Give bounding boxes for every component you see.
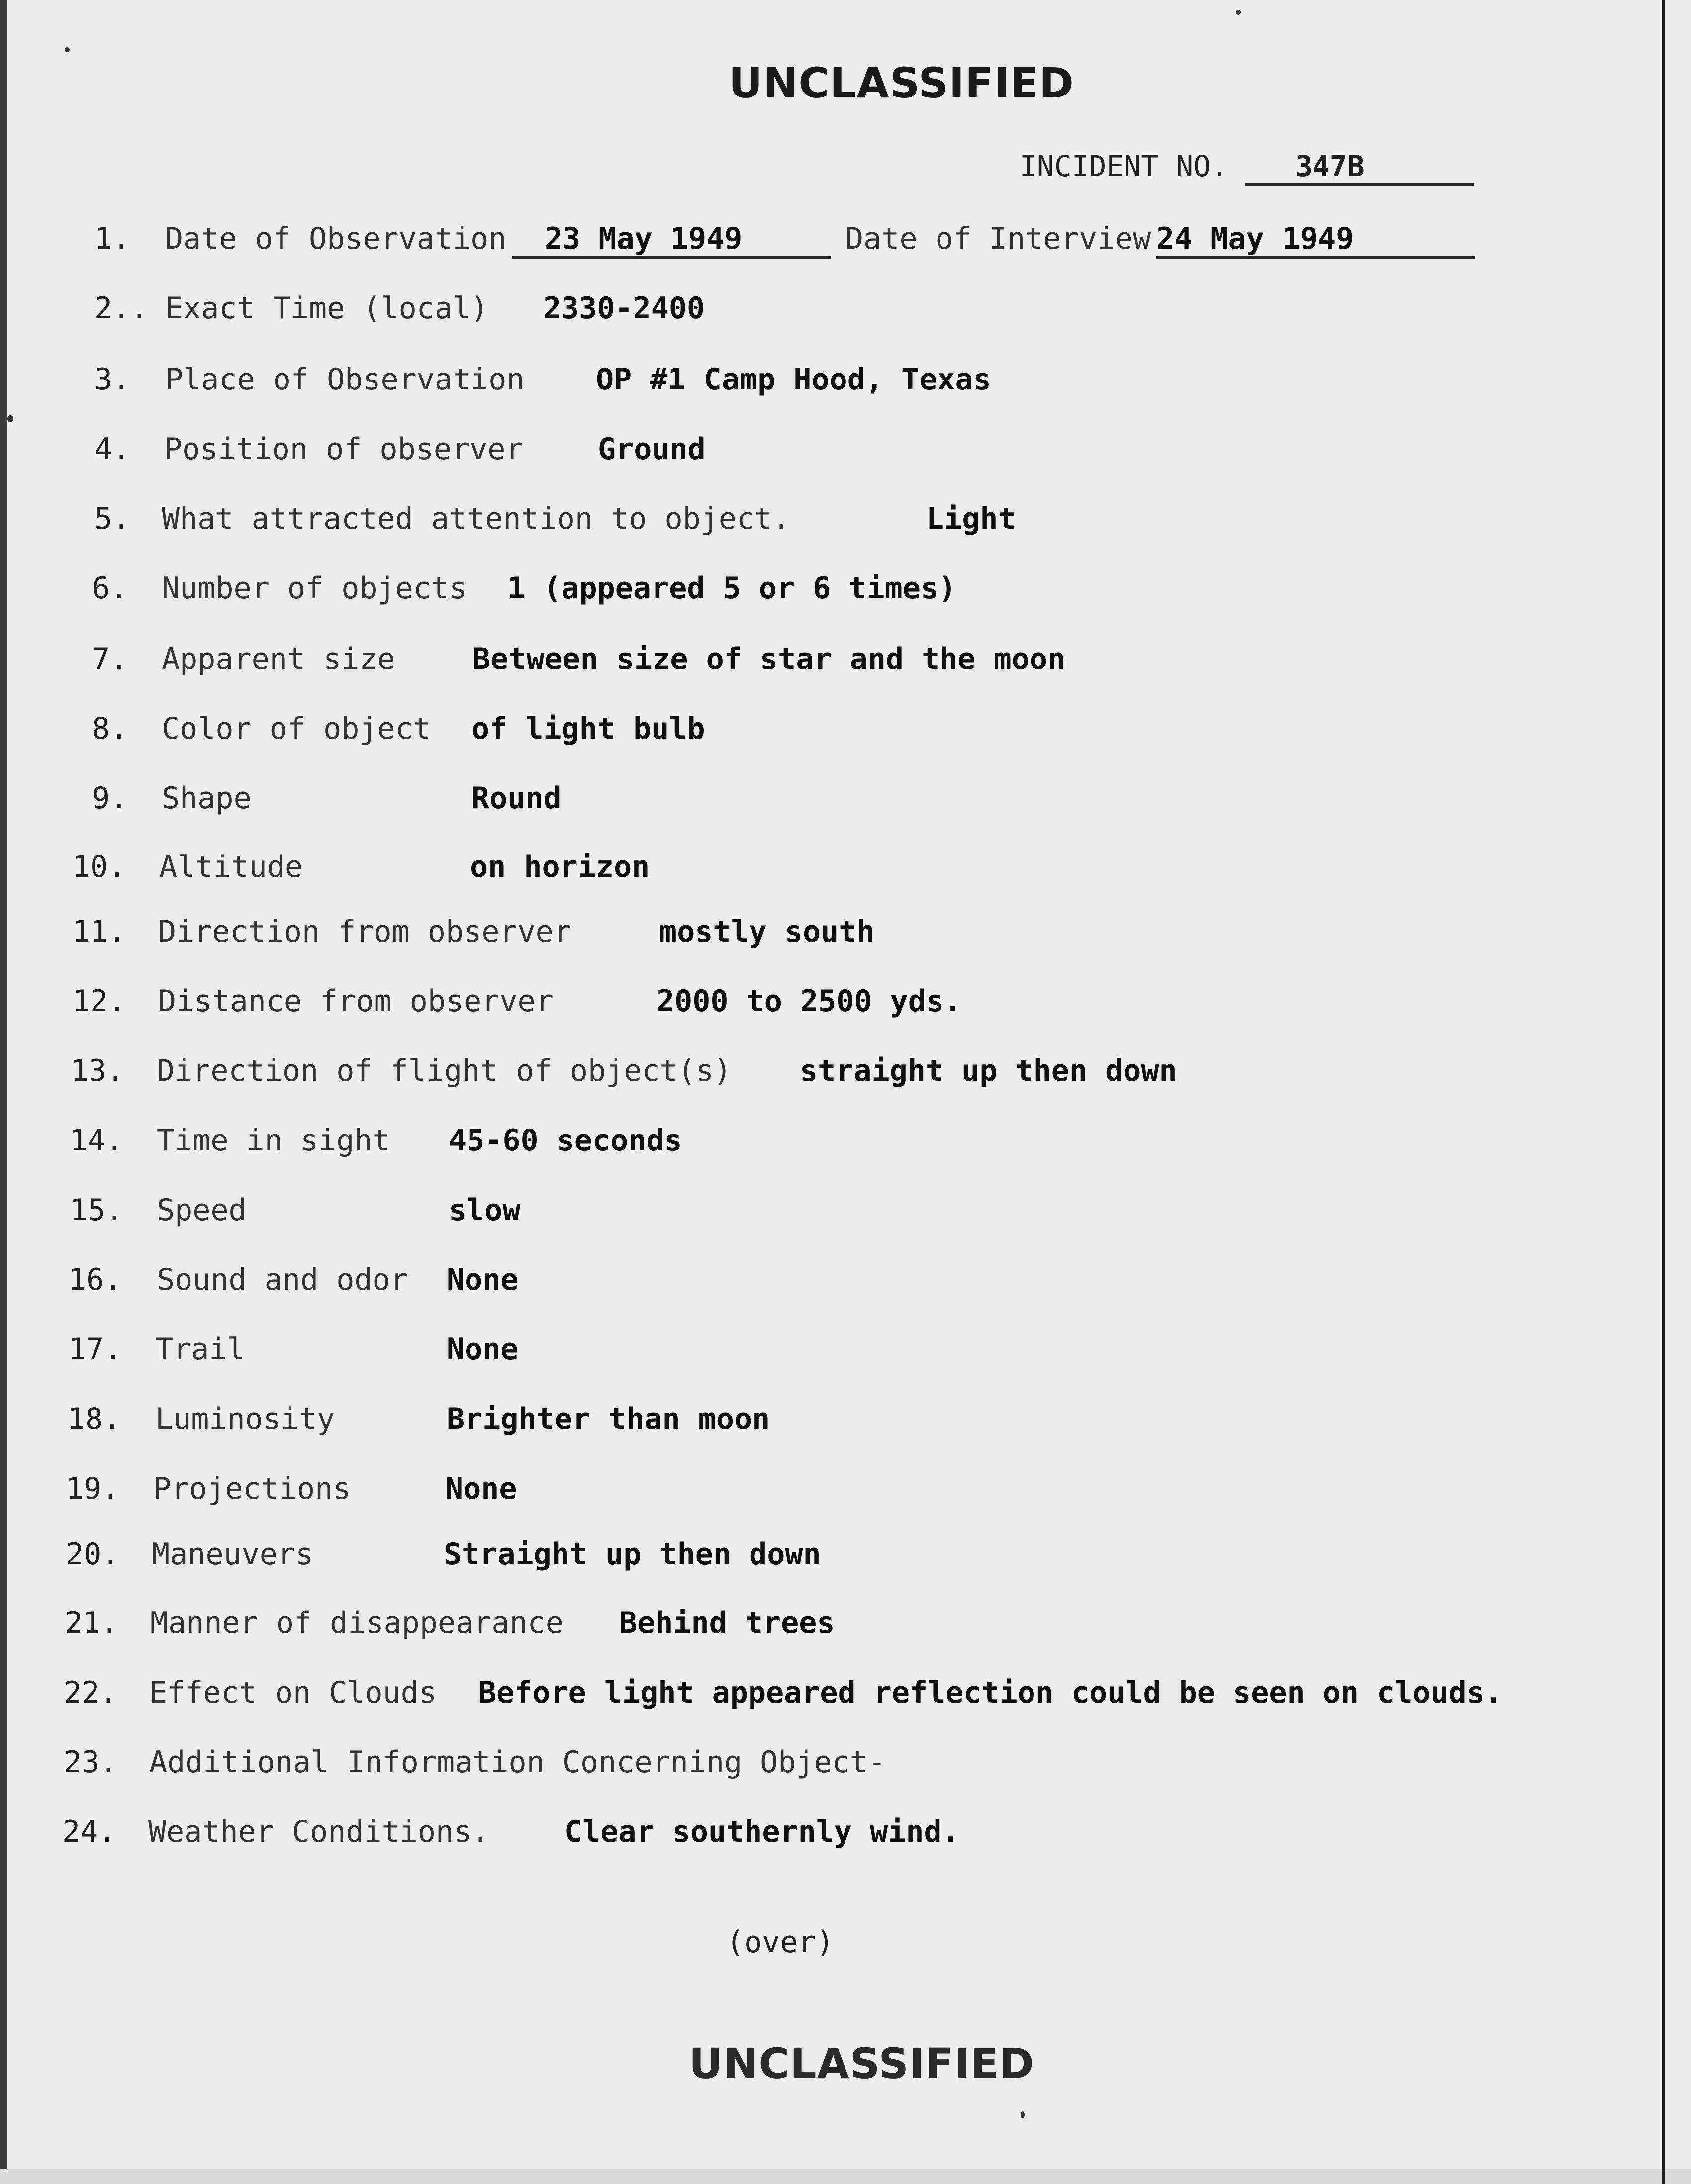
item-number: 13. (71, 1053, 125, 1088)
form-row-20 (0, 1537, 1641, 1587)
scan-speck (65, 47, 70, 52)
item-label: Manner of disappearance (150, 1606, 564, 1640)
item-number: 6. (92, 571, 128, 606)
item-value: 45-60 seconds (449, 1123, 682, 1158)
item-number: 2.. (94, 291, 149, 326)
item-number: 15. (70, 1193, 124, 1228)
item-number: 12. (72, 984, 126, 1019)
item-value: Ground (598, 432, 706, 467)
incident-number-field (1020, 149, 1474, 186)
item-label: What attracted attention to object. (162, 501, 791, 536)
item-label: Projections (153, 1471, 351, 1506)
form-row-12 (0, 984, 1641, 1034)
item-value: 2000 to 2500 yds. (657, 984, 962, 1019)
item-number: 1. (94, 221, 131, 256)
form-row-24 (0, 1814, 1641, 1864)
form-row-18 (0, 1402, 1641, 1451)
item-number: 11. (72, 914, 126, 949)
item-label: Weather Conditions. (148, 1814, 490, 1849)
scan-speck (1236, 10, 1241, 15)
form-row-10 (0, 850, 1641, 899)
item-value: Clear southernly wind. (564, 1814, 960, 1849)
over-note: (over) (726, 1925, 834, 1960)
item-value: Brighter than moon (447, 1402, 770, 1436)
scan-speck (7, 415, 13, 422)
form-row-17 (0, 1332, 1641, 1382)
item-label: Maneuvers (152, 1537, 314, 1572)
item-label: Shape (162, 781, 252, 816)
form-row-6 (0, 571, 1641, 621)
item-number: 10. (72, 850, 126, 884)
item-label: Date of Observation (165, 221, 507, 256)
form-row-13 (0, 1053, 1641, 1103)
item-label: Color of object (162, 711, 431, 746)
item-value: of light bulb (471, 711, 705, 746)
item-label: Sound and odor (157, 1262, 408, 1297)
item-label: Trail (155, 1332, 245, 1367)
item-value: None (447, 1262, 519, 1297)
item-label: Exact Time (local) (165, 291, 489, 326)
item-value: None (447, 1332, 519, 1367)
item-number: 5. (94, 501, 131, 536)
item-number: 7. (92, 642, 128, 676)
form-row-4 (0, 432, 1641, 481)
item-value: OP #1 Camp Hood, Texas (596, 362, 991, 397)
item-label: Speed (157, 1193, 247, 1228)
item-label: Effect on Clouds (149, 1675, 437, 1710)
form-row-14 (0, 1123, 1641, 1173)
item-value: Between size of star and the moon (472, 642, 1066, 676)
item-label: Place of Observation (165, 362, 525, 397)
item-label: Luminosity (155, 1402, 335, 1436)
scan-bottom-edge (0, 2169, 1691, 2184)
item-value: Behind trees (619, 1606, 835, 1640)
item-number: 22. (64, 1675, 118, 1710)
form-row-3 (0, 362, 1641, 412)
item-number: 3. (94, 362, 131, 397)
item-value: 2330-2400 (543, 291, 705, 326)
item-value: slow (449, 1193, 521, 1228)
item-label: Additional Information Concerning Object- (149, 1745, 886, 1780)
item-value: Round (471, 781, 562, 816)
item-number: 17. (68, 1332, 122, 1367)
item-number: 24. (62, 1814, 116, 1849)
form-row-23 (0, 1745, 1641, 1795)
item-label: Apparent size (162, 642, 395, 676)
form-row-5 (0, 501, 1641, 551)
item-label: Direction from observer (158, 914, 571, 949)
item-number: 19. (66, 1471, 120, 1506)
item-number: 23. (64, 1745, 118, 1780)
form-row-2 (0, 291, 1641, 341)
item-number: 16. (68, 1262, 122, 1297)
item-label: Distance from observer (158, 984, 554, 1019)
item-label: Altitude (159, 850, 303, 884)
item-number: 9. (92, 781, 128, 816)
classification-stamp-top: UNCLASSIFIED (729, 59, 1074, 107)
item-number: 14. (70, 1123, 124, 1158)
item-value: 1 (appeared 5 or 6 times) (507, 571, 957, 606)
item-value: on horizon (470, 850, 650, 884)
item-label: Position of observer (164, 432, 524, 467)
form-row-8 (0, 711, 1641, 761)
item-number: 18. (67, 1402, 121, 1436)
interview-date-label: Date of Interview (846, 221, 1151, 256)
form-row-21 (0, 1606, 1641, 1655)
classification-stamp-bottom: UNCLASSIFIED (689, 2039, 1034, 2088)
item-number: 8. (92, 711, 128, 746)
form-row-15 (0, 1193, 1641, 1242)
item-label: Number of objects (162, 571, 468, 606)
form-row-11 (0, 914, 1641, 964)
item-number: 21. (65, 1606, 119, 1640)
form-row-16 (0, 1262, 1641, 1312)
incident-number: 347B (1245, 149, 1474, 186)
incident-label: INCIDENT NO. (1020, 149, 1228, 183)
form-row-7 (0, 642, 1641, 691)
form-row-22 (0, 1675, 1641, 1725)
scan-speck (1021, 2111, 1025, 2118)
form-row-9 (0, 781, 1641, 831)
form-row-19 (0, 1471, 1641, 1521)
interview-date-value: 24 May 1949 (1156, 221, 1475, 259)
item-label: Time in sight (157, 1123, 390, 1158)
item-value: None (445, 1471, 517, 1506)
item-label: Direction of flight of object(s) (157, 1053, 732, 1088)
item-value: Before light appeared reflection could be seen on clouds. (478, 1675, 1503, 1710)
item-number: 20. (66, 1537, 120, 1572)
item-value: straight up then down (800, 1053, 1177, 1088)
item-number: 4. (94, 432, 131, 467)
item-value: Straight up then down (444, 1537, 821, 1572)
item-value: Light (926, 501, 1016, 536)
observation-date-value: 23 May 1949 (512, 221, 831, 259)
form-row-1 (0, 221, 1641, 271)
item-value: mostly south (659, 914, 875, 949)
